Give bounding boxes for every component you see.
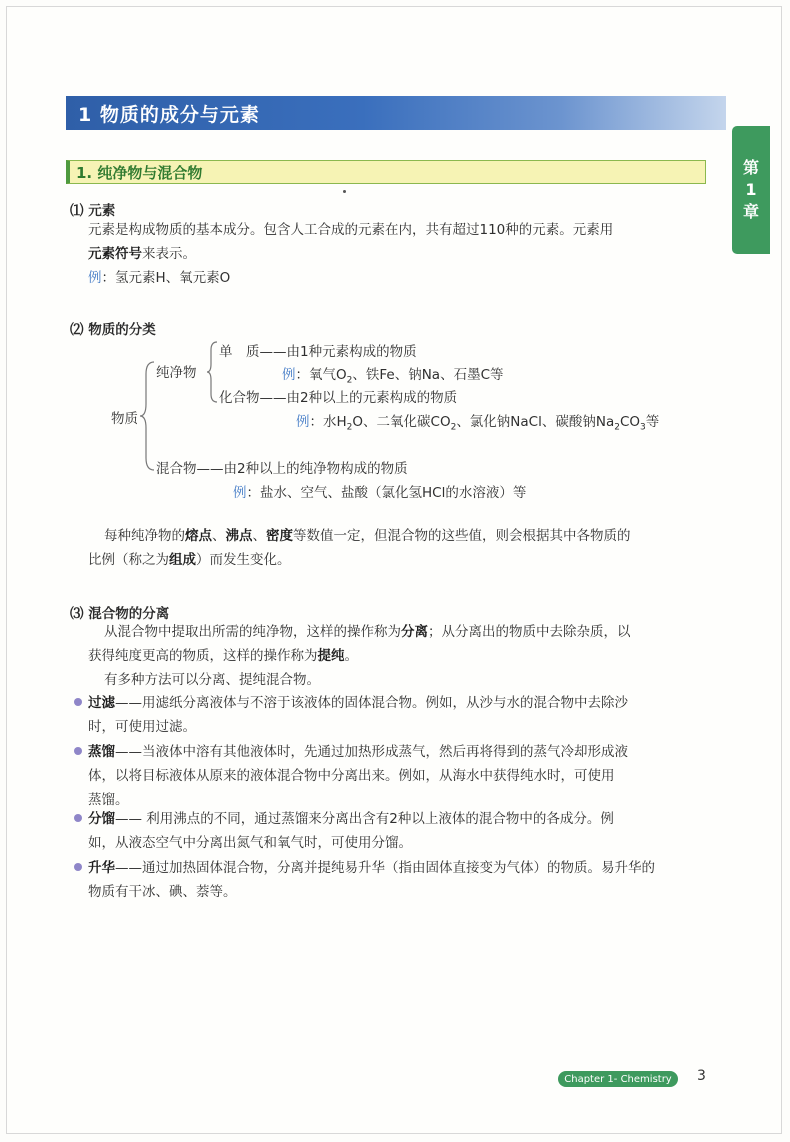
s1-heading: ⑴ 元素 <box>70 203 116 219</box>
chapter-title-banner <box>66 96 726 130</box>
bullet-filter <box>74 698 82 706</box>
side-tab-char-2: 1 <box>745 180 757 199</box>
frac-line2: 如，从液态空气中分离出氮气和氧气时，可使用分馏。 <box>88 835 412 851</box>
tree-simple: 单 质——由1种元素构成的物质 <box>219 344 417 360</box>
frac-line1: 分馏—— 利用沸点的不同，通过蒸馏来分离出含有2种以上液体的混合物中的各成分。例 <box>88 811 614 827</box>
stray-dot <box>343 190 346 193</box>
distill-line1: 蒸馏——当液体中溶有其他液体时，先通过加热形成蒸气，然后再将得到的蒸气冷却形成液 <box>88 744 628 760</box>
s1-line2: 元素符号来表示。 <box>88 246 196 262</box>
s3-intro-line3: 有多种方法可以分离、提纯混合物。 <box>104 672 320 688</box>
tree-compound-example: 例：水$H_2O$、二氧化碳$CO_2$、氯化钠NaCl、碳酸钠$Na_2CO_3$等 <box>296 414 660 433</box>
filter-line1: 过滤——用滤纸分离液体与不溶于该液体的固体混合物。例如，从沙与水的混合物中去除沙 <box>88 695 628 711</box>
distill-line2: 体，以将目标液体从原来的液体混合物中分离出来。例如，从海水中获得纯水时，可使用 <box>88 768 615 784</box>
filter-line2: 时，可使用过滤。 <box>88 719 196 735</box>
tree-mixture: 混合物——由2种以上的纯净物构成的物质 <box>156 461 408 477</box>
section-title: 1. 纯净物与混合物 <box>76 163 203 182</box>
page-number: 3 <box>697 1068 706 1084</box>
s3-intro-line1: 从混合物中提取出所需的纯净物，这样的操作称为分离；从分离出的物质中去除杂质，以 <box>104 624 631 640</box>
tree-simple-example: 例：氧气$O_2$、铁Fe、钠Na、石墨C等 <box>282 367 504 386</box>
s2-note-line1: 每种纯净物的熔点、沸点、密度等数值一定，但混合物的这些值，则会根据其中各物质的 <box>104 528 631 544</box>
tree-mixture-example: 例：盐水、空气、盐酸（氯化氢HCl的水溶液）等 <box>233 485 527 501</box>
side-tab-char-1: 第 <box>742 158 759 177</box>
s1-line1: 元素是构成物质的基本成分。包含人工合成的元素在内，共有超过110种的元素。元素用 <box>88 222 614 238</box>
subl-line2: 物质有干冰、碘、萘等。 <box>88 884 237 900</box>
bullet-fractional <box>74 814 82 822</box>
tree-compound: 化合物——由2种以上的元素构成的物质 <box>219 390 458 406</box>
subl-line1: 升华——通过加热固体混合物，分离并提纯易升华（指由固体直接变为气体）的物质。易升华的 <box>88 860 655 876</box>
s2-note-line2: 比例（称之为组成）而发生变化。 <box>88 552 291 568</box>
bullet-distill <box>74 747 82 755</box>
section-title-bar <box>66 160 706 184</box>
tree-pure: 纯净物 <box>156 365 197 381</box>
tree-root: 物质 <box>111 411 138 427</box>
brace-pure <box>205 340 219 404</box>
brace-root <box>138 360 158 472</box>
chapter-title: 1 物质的成分与元素 <box>78 103 260 126</box>
chapter-side-tab <box>732 126 770 254</box>
distill-line3: 蒸馏。 <box>88 792 129 808</box>
s1-example: 例：氢元素H、氧元素O <box>88 270 231 286</box>
footer-chapter-label: Chapter 1- Chemistry <box>558 1071 678 1087</box>
s3-intro-line2: 获得纯度更高的物质，这样的操作称为提纯。 <box>88 648 358 664</box>
s3-heading: ⑶ 混合物的分离 <box>70 606 170 622</box>
s2-heading: ⑵ 物质的分类 <box>70 322 156 338</box>
bullet-sublimation <box>74 863 82 871</box>
side-tab-char-3: 章 <box>742 202 759 221</box>
